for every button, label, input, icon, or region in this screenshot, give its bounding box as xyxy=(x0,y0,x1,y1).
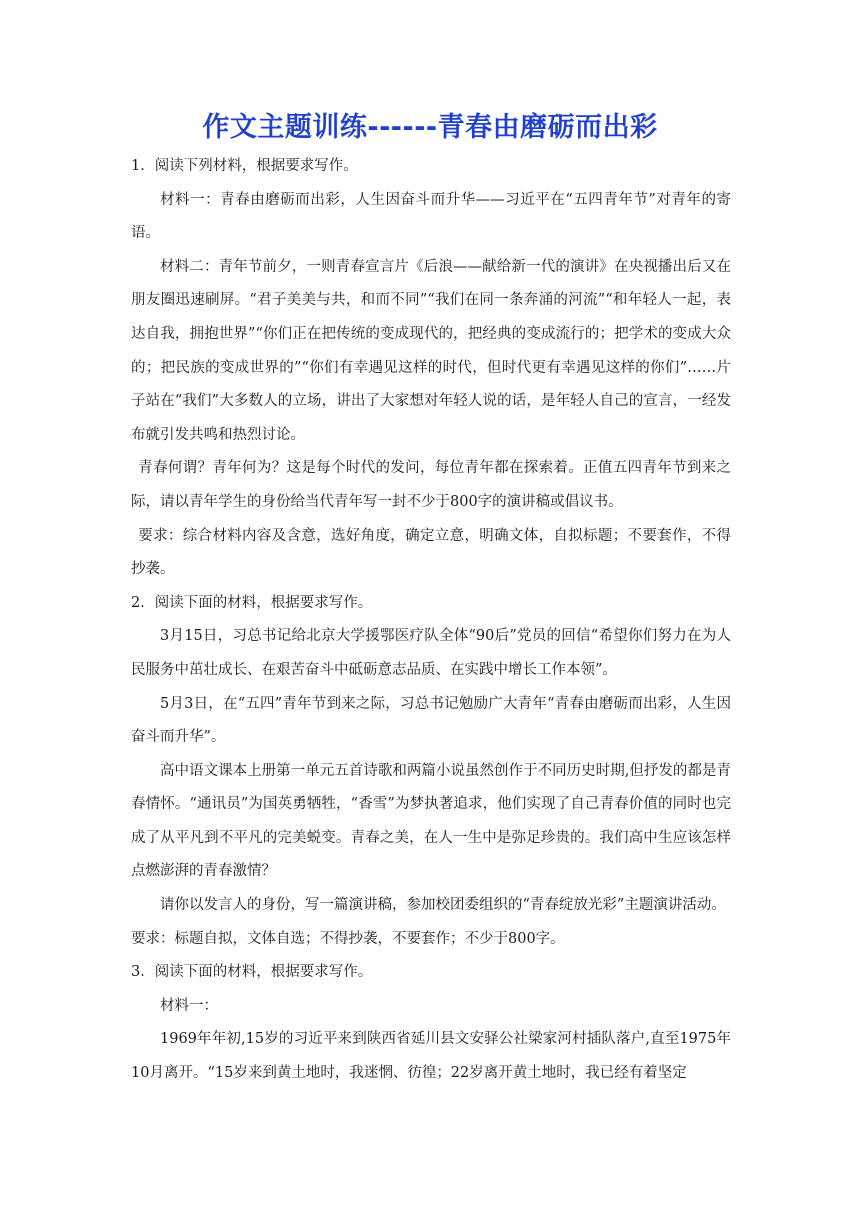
paragraph: 青春何谓？青年何为？这是每个时代的发问，每位青年都在探索着。正值五四青年节到来之际，请以青年学生的身份给当代青年写一封不少于800字的演讲稿或倡议书。 xyxy=(131,460,731,510)
paragraph: 请你以发言人的身份，写一篇演讲稿，参加校团委组织的“青春绽放光彩”主题演讲活动。 xyxy=(160,897,726,914)
paragraph: 材料一：青春由磨砺而出彩，人生因奋斗而升华——习近平在“五四青年节”对青年的寄语。 xyxy=(131,191,731,242)
paragraph: 1．阅读下列材料，根据要求写作。 xyxy=(131,158,358,174)
paragraph: 5月3日，在“五四”青年节到来之际，习总书记勉励广大青年“青春由磨砺而出彩，人生因奋斗而升华”。 xyxy=(131,695,731,746)
document-body xyxy=(131,150,731,1091)
paragraph: 3月15日，习总书记给北京大学援鄂医疗队全体“90后”党员的回信“希望你们努力在为人民服务中茁壮成长、在艰苦奋斗中砥砺意志品质、在实践中增长工作本领”。 xyxy=(131,628,731,678)
paragraph: 1969年年初,15岁的习近平来到陕西省延川县文安驿公社梁家河村插队落户,直至1975年10月离开。“15岁来到黄土地时，我迷惘、彷徨；22岁离开黄土地时，我已经有着坚定 xyxy=(131,1031,731,1082)
paragraph: 要求：标题自拟，文体自选；不得抄袭，不要套作；不少于800字。 xyxy=(131,930,565,947)
paragraph: 材料一： xyxy=(160,997,218,1014)
paragraph: 3．阅读下面的材料，根据要求写作。 xyxy=(131,964,373,981)
paragraph: 2．阅读下面的材料，根据要求写作。 xyxy=(131,594,373,611)
paragraph: 高中语文课本上册第一单元五首诗歌和两篇小说虽然创作于不同历史时期,但抒发的都是青春情怀。“通讯员”为国英勇牺牲，“香雪”为梦执著追求，他们实现了自己青春价值的同时也完成了从平凡到不平凡的完美蜕变。青春之美，在人一生中是弥足珍贵的。我们高中生应该怎样点燃澎湃的青春激情？ xyxy=(131,762,731,880)
document-title: 作文主题训练------青春由磨砺而出彩 xyxy=(202,112,658,143)
paragraph: 材料二：青年节前夕，一则青春宣言片《后浪——献给新一代的演讲》在央视播出后又在朋友圈迅速刷屏。“君子美美与共，和而不同”“我们在同一条奔涌的河流”“和年轻人一起，表达自我，拥抱世界”“你们正在把传统的变成现代的，把经典的变成流行的；把学术的变成大众的；把民族的变成世界的”“你们有幸遇见这样的时代，但时代更有幸遇见这样的你们”……片子站在“我们”大多数人的立场，讲出了大家想对年轻人说的话，是年轻人自己的宣言，一经发布就引发共鸣和热烈讨论。 xyxy=(131,258,731,443)
paragraph: 要求：综合材料内容及含意，选好角度，确定立意，明确文体，自拟标题；不要套作，不得抄袭。 xyxy=(131,527,731,578)
